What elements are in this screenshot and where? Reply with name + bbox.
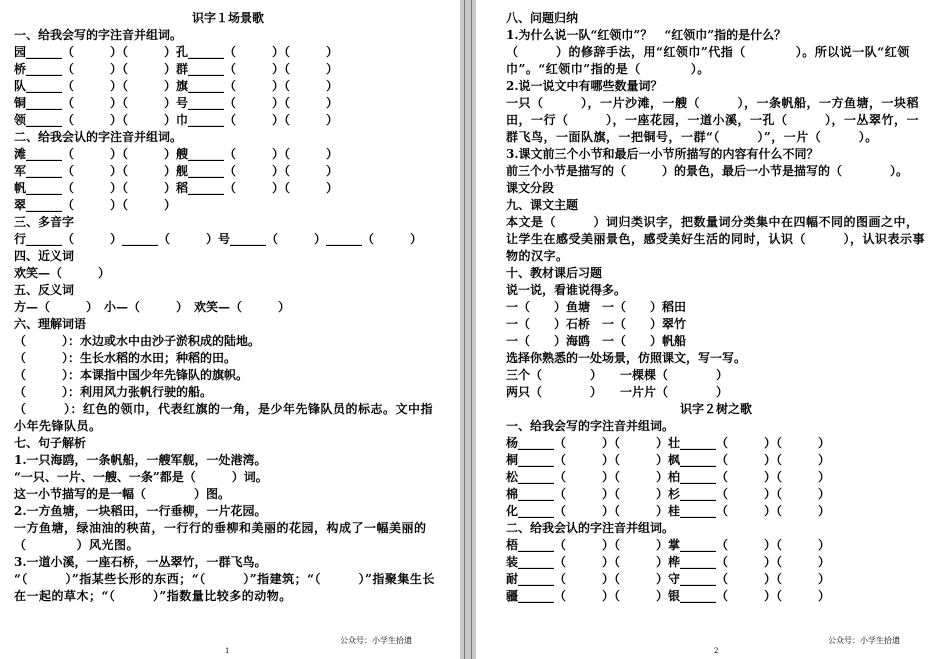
exercise-row: 疆______（ ）（ ）银______（ ）（ ） xyxy=(506,589,831,603)
answer-line: 课文分段 xyxy=(506,181,555,195)
definition-line: （ ）：生长水稻的水田；种稻的田。 xyxy=(14,351,237,365)
exercise-task: 选择你熟悉的一处场景，仿照课文，写一写。 xyxy=(506,351,747,365)
exercise-row: 装______（ ）（ ）桦______（ ）（ ） xyxy=(506,555,831,569)
exercise-row: 帆______（ ）（ ）稻______（ ）（ ） xyxy=(14,181,339,195)
section-heading: 二、给我会认的字注音并组词。 xyxy=(506,521,675,535)
section-heading: 十、教材课后习题 xyxy=(506,266,603,280)
exercise-row: 一（ ）鱼塘 一（ ）稻田 xyxy=(506,300,687,314)
exercise-row: 松______（ ）（ ）柏______（ ）（ ） xyxy=(506,470,831,484)
sentence-line: 一方鱼塘，绿油油的秧苗，一行行的垂柳和美丽的花园，构成了一幅美丽的（ ）风光图。 xyxy=(14,521,427,552)
answer-line: 一只（ ），一片沙滩，一艘（ ），一条帆船，一方鱼塘，一块稻田，一行（ ），一座花园，一道小溪，一孔（ ），一丛翠竹，一群飞鸟，一面队旗，一把铜号，一群“（ ）”，一片（ ）。 xyxy=(506,96,920,144)
section-heading: 三、多音字 xyxy=(14,215,75,229)
section-heading: 五、反义词 xyxy=(14,283,75,297)
page-footer: 公众号：小学生拾遗 xyxy=(340,636,412,645)
definition-line: （ ）：红色的领巾，代表红旗的一角，是少年先锋队员的标志。文中指小年先锋队员。 xyxy=(14,402,434,433)
section-heading: 七、句子解析 xyxy=(14,436,87,450)
exercise-row: 两只（ ） 一片片（ ） xyxy=(506,385,729,399)
theme-text: 本文是（ ）词归类识字，把数量词分类集中在四幅不同的图画之中，让学生在感受美丽景色，感受美好生活的同时，认识（ ），认识表示事物的汉字。 xyxy=(506,215,926,263)
exercise-row: 三个（ ） 一棵棵（ ） xyxy=(506,368,729,382)
exercise-row: 园______（ ）（ ）孔______（ ）（ ） xyxy=(14,45,339,59)
section-heading: 一、给我会写的字注音并组词。 xyxy=(14,28,183,42)
page-2 xyxy=(476,0,937,659)
question-line: 1.为什么说一队“红领巾”？ “红领巾”指的是什么？ xyxy=(506,28,787,42)
exercise-row: 行______（ ）______（ ）号______（ ）______（ ） xyxy=(14,232,423,246)
exercise-intro: 说一说，看谁说得多。 xyxy=(506,283,627,297)
exercise-row: 棉______（ ）（ ）杉______（ ）（ ） xyxy=(506,487,831,501)
section-heading: 九、课文主题 xyxy=(506,198,579,212)
sentence-line: 1.一只海鸥，一条帆船，一艘军舰，一处港湾。 xyxy=(14,453,267,467)
page-1-content xyxy=(14,10,442,605)
question-line: 2.说一说文中有哪些数量词？ xyxy=(506,79,663,93)
sentence-line: “（ ）”指某些长形的东西；“（ ）”指建筑；“（ ）”指聚集生长在一起的草木；“（ ）”指数量比较多的动物。 xyxy=(14,572,435,603)
exercise-row: 领______（ ）（ ）巾______（ ）（ ） xyxy=(14,113,339,127)
page-number: 1 xyxy=(225,647,230,655)
exercise-row: 化______（ ）（ ）桂______（ ）（ ） xyxy=(506,504,831,518)
section-heading: 六、理解词语 xyxy=(14,317,87,331)
exercise-row: 耐______（ ）（ ）守______（ ）（ ） xyxy=(506,572,831,586)
exercise-row: 一（ ）石桥 一（ ）翠竹 xyxy=(506,317,687,331)
page-number: 2 xyxy=(714,647,719,655)
sentence-line: 这一小节描写的是一幅（ ）图。 xyxy=(14,487,231,501)
exercise-row: 翠______（ ）（ ） xyxy=(14,198,177,212)
answer-line: 前三个小节是描写的（ ）的景色，最后一小节是描写的（ ）。 xyxy=(506,164,909,178)
answer-line: （ ）的修辞手法，用“红领巾”代指（ ）。所以说一队“红领巾”。“红领巾”指的是（ ）。 xyxy=(506,45,910,76)
question-line: 3.课文前三个小节和最后一小节所描写的内容有什么不同？ xyxy=(506,147,819,161)
page-2-content xyxy=(506,10,926,605)
definition-line: （ ）：利用风力张帆行驶的船。 xyxy=(14,385,213,399)
exercise-row: 队______（ ）（ ）旗______（ ）（ ） xyxy=(14,79,339,93)
sentence-line: 3.一道小溪，一座石桥，一丛翠竹，一群飞鸟。 xyxy=(14,555,267,569)
section-heading: 八、问题归纳 xyxy=(506,11,579,25)
definition-line: （ ）：本课指中国少年先锋队的旗帜。 xyxy=(14,368,249,382)
page-title: 识字１场景歌 xyxy=(191,11,264,25)
exercise-row: 梧______（ ）（ ）掌______（ ）（ ） xyxy=(506,538,831,552)
page-1 xyxy=(0,0,460,659)
definition-line: （ ）：水边或水中由沙子淤积成的陆地。 xyxy=(14,334,261,348)
page-separator xyxy=(460,0,476,659)
exercise-row: 军______（ ）（ ）舰______（ ）（ ） xyxy=(14,164,339,178)
section-heading: 一、给我会写的字注音并组词。 xyxy=(506,419,675,433)
exercise-row: 桥______（ ）（ ）群______（ ）（ ） xyxy=(14,62,339,76)
lesson-title: 识字２树之歌 xyxy=(679,402,752,416)
exercise-row: 桐______（ ）（ ）枫______（ ）（ ） xyxy=(506,453,831,467)
exercise-row: 方—（ ） 小—（ ） 欢笑—（ ） xyxy=(14,300,291,314)
exercise-row: 滩______（ ）（ ）艘______（ ）（ ） xyxy=(14,147,339,161)
section-heading: 四、近义词 xyxy=(14,249,75,263)
exercise-row: 杨______（ ）（ ）壮______（ ）（ ） xyxy=(506,436,831,450)
exercise-row: 欢笑—（ ） xyxy=(14,266,111,280)
exercise-row: 一（ ）海鸥 一（ ）帆船 xyxy=(506,334,687,348)
sentence-line: 2.一方鱼塘，一块稻田，一行垂柳，一片花园。 xyxy=(14,504,267,518)
exercise-row: 铜______（ ）（ ）号______（ ）（ ） xyxy=(14,96,339,110)
sentence-line: “一只、一片、一艘、一条”都是（ ）词。 xyxy=(14,470,268,484)
page-footer: 公众号：小学生拾遗 xyxy=(828,636,900,645)
section-heading: 二、给我会认的字注音并组词。 xyxy=(14,130,183,144)
